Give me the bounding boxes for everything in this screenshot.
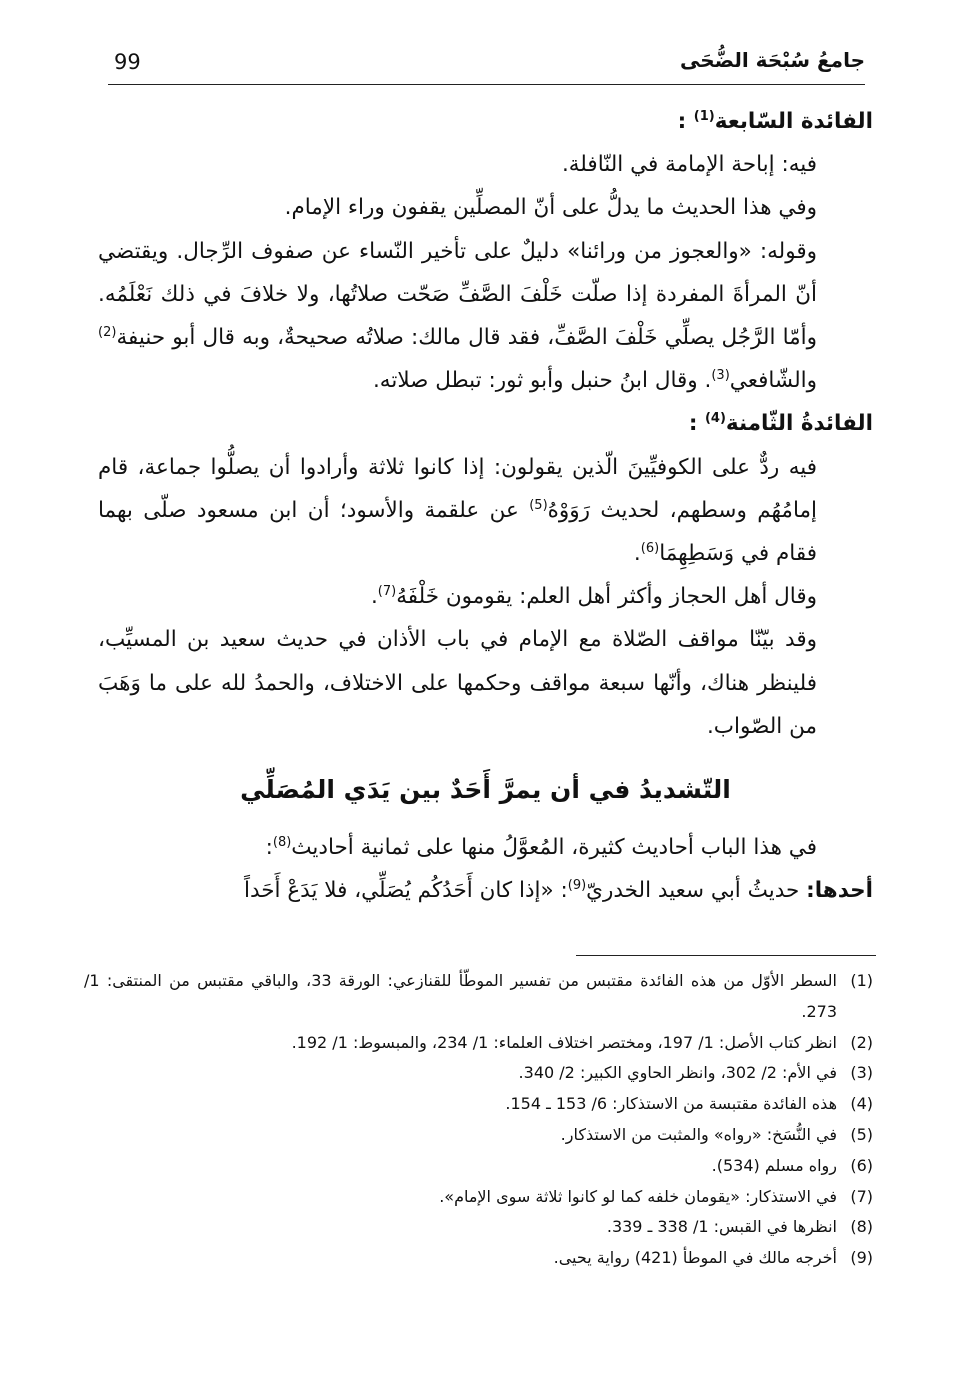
footnote [84, 1089, 873, 1120]
footnote [84, 1028, 873, 1059]
footnote-ref: (1) [693, 108, 715, 124]
paragraph: وفي هذا الحديث ما يدلُّ على أنّ المصلِّين يقفون وراء الإمام. [284, 195, 817, 221]
section-title: التّشديدُ في أن يمرَّ أَحَدٌ بين يَدَي المُصَلِّي [240, 775, 731, 805]
footnote-text: في الاستذكار: «يقومان خلفه كما لو كانوا ثلاثة سوى الإمام». [439, 1186, 837, 1206]
lead-word: أحدها: [806, 878, 873, 904]
footnote [84, 1151, 873, 1182]
footnote-ref: (3) [711, 368, 730, 384]
footnote-text: أخرجه مالك في الموطأ (421) رواية يحيى. [553, 1248, 837, 1268]
footnote-text: في الأم: 2/ 302، وانظر الحاوي الكبير: 2/ 340. [518, 1063, 837, 1083]
footnote-text: انظر كتاب الأصل: 1/ 197، ومختصر اختلاف العلماء: 1/ 234، والمبسوط: 1/ 192. [291, 1032, 837, 1052]
footnote-number: (8) [850, 1217, 873, 1237]
footnote-number: (5) [850, 1124, 873, 1144]
text-span: فيه ردٌّ على الكوفيِّينَ الّذين يقولون: إذا كانوا ثلاثة وأرادوا أن يصلُّوا جماعة، قام إمامُهُم وسطهم، لحديث رَوَوْهُ [98, 454, 817, 523]
paragraph [98, 869, 873, 912]
page-number: 99 [114, 50, 141, 74]
text-span: . وقال ابنُ حنبل وأبو ثور: تبطل صلاته. [372, 368, 712, 394]
footnote-number: (1) [850, 971, 873, 990]
footnote-number: (6) [850, 1155, 873, 1175]
footnote-number: (3) [850, 1063, 873, 1083]
footnote-ref: (4) [704, 411, 726, 427]
text-span: عن علقمة والأسود؛ أن ابن مسعود صلّى بهما فقام في وَسَطِهِمَا [98, 497, 817, 567]
footnote-ref: (8) [272, 834, 292, 850]
paragraph [98, 446, 873, 576]
heading-colon: : [677, 109, 687, 134]
benefit-seven-heading [98, 100, 873, 143]
heading-colon: : [688, 411, 698, 437]
paragraph [98, 826, 873, 869]
footnote [84, 1182, 873, 1213]
footnote-separator [576, 955, 876, 956]
text-span: حديثُ أبي سعيد الخدريّ [586, 878, 807, 904]
text-span: : [265, 835, 273, 861]
footnote [84, 1120, 873, 1151]
paragraph: فيه: إباحة الإمامة في النّافلة. [561, 152, 817, 178]
footnote-ref: (5) [529, 497, 548, 513]
footnote-text: في النُّسَخ: «رواه» والمثبت من الاستذكار. [560, 1124, 837, 1144]
footnote [84, 1212, 873, 1243]
footnote-ref: (6) [640, 540, 660, 556]
text-span: : «إذا كان أَحَدُكُم يُصَلِّي، فلا يَدَعْ أَحَداً [243, 878, 568, 904]
footnote-number: (2) [850, 1032, 873, 1052]
text-span: وقال أهل الحجاز وأكثر أهل العلم: يقومون خَلْفَهُ [396, 584, 817, 610]
book-title: جامعُ سُبْحَة الضُّحَى [680, 48, 865, 72]
running-header [108, 44, 865, 85]
footnote-text: انظرها في القبس: 1/ 338 ـ 339. [606, 1217, 837, 1237]
footnote [84, 1058, 873, 1089]
footnote [84, 966, 873, 1028]
footnotes [84, 966, 873, 1274]
footnote-ref: (2) [98, 324, 117, 340]
footnote-text: السطر الأوّل من هذه الفائدة مقتبس من تفسير الموطّأ للقنازعي: الورقة 33، والباقي مقتبس من المنتقى: 1/ 273. [84, 971, 838, 1021]
heading-text: الفائدة السّابعة [714, 109, 873, 134]
benefit-eight-heading [98, 402, 873, 445]
footnote-text: هذه الفائدة مقتبسة من الاستذكار: 6/ 153 ـ 154. [505, 1094, 837, 1114]
footnote-ref: (7) [377, 584, 397, 600]
text-span: والشّافعي [729, 368, 817, 394]
text-span: . [633, 541, 641, 567]
main-text [98, 100, 873, 912]
paragraph: وقد بيّنّا مواقف الصّلاة مع الإمام في باب الأذان في حديث سعيد بن المسيِّب، فلينظر هناك، وأنّها سبعة مواقف وحكمها على الاختلاف، والحمدُ لله على ما وَهَبَ من الصّواب. [98, 627, 817, 739]
footnote-number: (7) [850, 1186, 873, 1206]
footnote-number: (4) [850, 1094, 873, 1114]
footnote-number: (9) [850, 1248, 873, 1268]
footnote-ref: (9) [567, 878, 587, 894]
text-span: وقوله: «والعجوز من ورائنا» دليلٌ على تأخير النّساء عن صفوف الرِّجال. ويقتضي أنّ المرأةَ المفردة إذا صلّت خَلْفَ الصَّفِّ صَحّت صلاتُها، ولا خلافَ في ذلك نَعْلَمُه. وأمّا الرَّجُل يصلِّي خَلْفَ الصَّفِّ، فقد قال مالك: صلاتُه صحيحةٌ، وبه قال أبو حنيفة [98, 238, 817, 351]
footnote [84, 1243, 873, 1274]
paragraph [98, 230, 873, 403]
paragraph [98, 575, 873, 618]
footnote-text: رواه مسلم (534). [711, 1155, 837, 1175]
text-span: . [370, 584, 378, 610]
heading-text: الفائدةُ الثّامنة [725, 411, 873, 437]
text-span: في هذا الباب أحاديث كثيرة، المُعوَّلُ منها على ثمانية أحاديث [291, 835, 817, 861]
